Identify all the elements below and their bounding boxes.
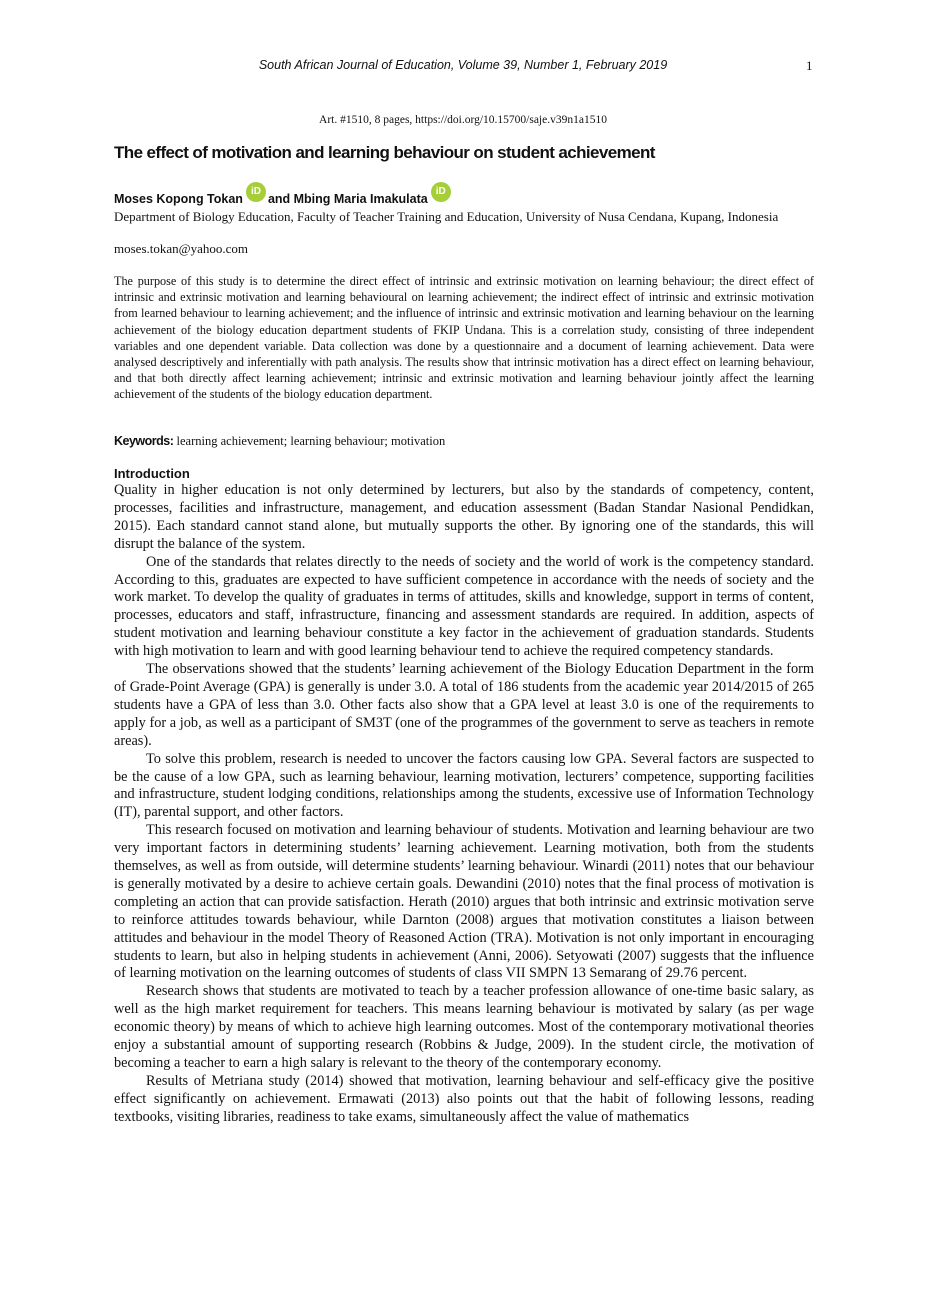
orcid-icon[interactable]: iD	[431, 182, 451, 202]
body-paragraph: Results of Metriana study (2014) showed that motivation, learning behaviour and self-efficacy give the positive effect significantly on achievement. Ermawati (2013) also points out that the habit of following lessons, reading textbooks, visiting libraries, readiness to take exams, simultaneously affect the value of mathematics	[114, 1072, 814, 1125]
introduction-body	[114, 482, 814, 1127]
author-name-1[interactable]: Moses Kopong Tokan	[114, 192, 243, 206]
author-line	[114, 182, 453, 206]
body-paragraph: One of the standards that relates directly to the needs of society and the world of work is the competency standard. According to this, graduates are expected to have sufficient competence in accordance with the needs of society and the work market. To develop the quality of graduates in terms of attitudes, skills and knowledge, support in terms of content, processes, educators and staff, infrastructure, financing and assessment standards are required. In addition, aspects of student motivation and learning behaviour constitute a key factor in the achievement of graduation standards. Students with high motivation to learn and with good learning behaviour tend to achieve the required competency standards.	[114, 553, 814, 660]
author-name-2[interactable]: and Mbing Maria Imakulata	[267, 192, 428, 206]
body-paragraph: To solve this problem, research is needed to uncover the factors causing low GPA. Several factors are suspected to be the cause of a low GPA, such as learning behaviour, learning motivation, lecturers’ competence, supporting facilities and infrastructure, student lodging conditions, relationships among the students, excessive use of Information Technology (IT), parental support, and other factors.	[114, 750, 814, 821]
body-paragraph: The observations showed that the students’ learning achievement of the Biology Education Department in the form of Grade-Point Average (GPA) is generally is under 3.0. A total of 186 students from the academic year 2014/2015 of 265 students have a GPA of less than 3.0. Other facts also show that a GPA level at least 3.0 is one of the requirements to apply for a job, as well as a participant of SM3T (one of the programmes of the government to serve as teachers in remote areas).	[114, 661, 814, 749]
page-number: 1	[806, 58, 813, 73]
keywords-label: Keywords:	[114, 434, 174, 448]
author-email[interactable]: moses.tokan@yahoo.com	[114, 241, 249, 256]
running-header: South African Journal of Education, Volume 39, Number 1, February 2019	[258, 58, 668, 72]
keywords-line	[114, 434, 445, 449]
body-paragraph: Research shows that students are motivated to teach by a teacher profession allowance of one-time basic salary, as well as the high market requirement for teachers. This means learning behaviour is motivated by salary (as per wage economic theory) by means of which to achieve high learning outcomes. Most of the contemporary motivational theories enjoy a substantial amount of supporting research (Robbins & Judge, 2009). In the student circle, the motivation of becoming a teacher to earn a high salary is relevant to the theory of the contemporary economy.	[114, 983, 814, 1071]
section-heading-introduction: Introduction	[114, 466, 190, 481]
author-affiliation: Department of Biology Education, Faculty of Teacher Training and Education, University of Nusa Cendana, Kupang, Indonesia	[114, 209, 779, 224]
article-doi-line[interactable]: Art. #1510, 8 pages, https://doi.org/10.15700/saje.v39n1a1510	[319, 114, 607, 126]
body-paragraph: Quality in higher education is not only determined by lecturers, but also by the standards of competency, content, processes, facilities and infrastructure, management, and education assessment (Badan Standar Nasional Pendidkan, 2015). Each standard cannot stand alone, but mutually supports the other. By ignoring one of the standards, this will disrupt the balance of the system.	[114, 482, 814, 552]
abstract-text: The purpose of this study is to determine the direct effect of intrinsic and extrinsic motivation on learning behaviour; the direct effect of intrinsic and extrinsic motivation and learning behavioural on learning achievement; the indirect effect of intrinsic and extrinsic motivation from learned behaviour to learning achievement; and the influence of intrinsic and extrinsic motivation and learning behaviour on the learning achievement of the biology education department students of FKIP Undana. This is a correlation study, consisting of three independent variables and one dependent variable. Data collection was done by a questionnaire and a document of learning achievement. Data were analysed descriptively and inferentially with path analysis. The results show that intrinsic motivation has a direct effect on learning behaviour, and that both directly affect learning achievement; intrinsic and extrinsic motivation and learning behaviour jointly affect the learning achievement of the students of the biology education department.	[114, 274, 814, 402]
article-title: The effect of motivation and learning behaviour on student achievement	[114, 143, 655, 162]
orcid-icon[interactable]: iD	[246, 182, 266, 202]
body-paragraph: This research focused on motivation and learning behaviour of students. Motivation and learning behaviour are two very important factors in determining students’ learning achievement. Learning motivation, both from the students themselves, as well as from outside, will determine students’ learning behaviour. Winardi (2011) notes that our behaviour is generally motivated by a desire to achieve certain goals. Dewandini (2010) notes that the final process of motivation is completing an action that can provide satisfaction. Herath (2010) argues that both intrinsic and extrinsic motivation serve to reinforce attitudes towards behaviour, while Darnton (2008) argues that motivation constitutes a liaison between attitudes and behaviour in the model Theory of Reasoned Action (TRA). Motivation is not only important in encouraging students to learn, but also in helping students in achievement (Anni, 2006). Setyowati (2007) suggests that the influence of learning motivation on the learning outcomes of students of class VII SMPN 13 Semarang of 29.76 percent.	[114, 822, 814, 982]
keywords-list: learning achievement; learning behaviour; motivation	[176, 434, 446, 448]
